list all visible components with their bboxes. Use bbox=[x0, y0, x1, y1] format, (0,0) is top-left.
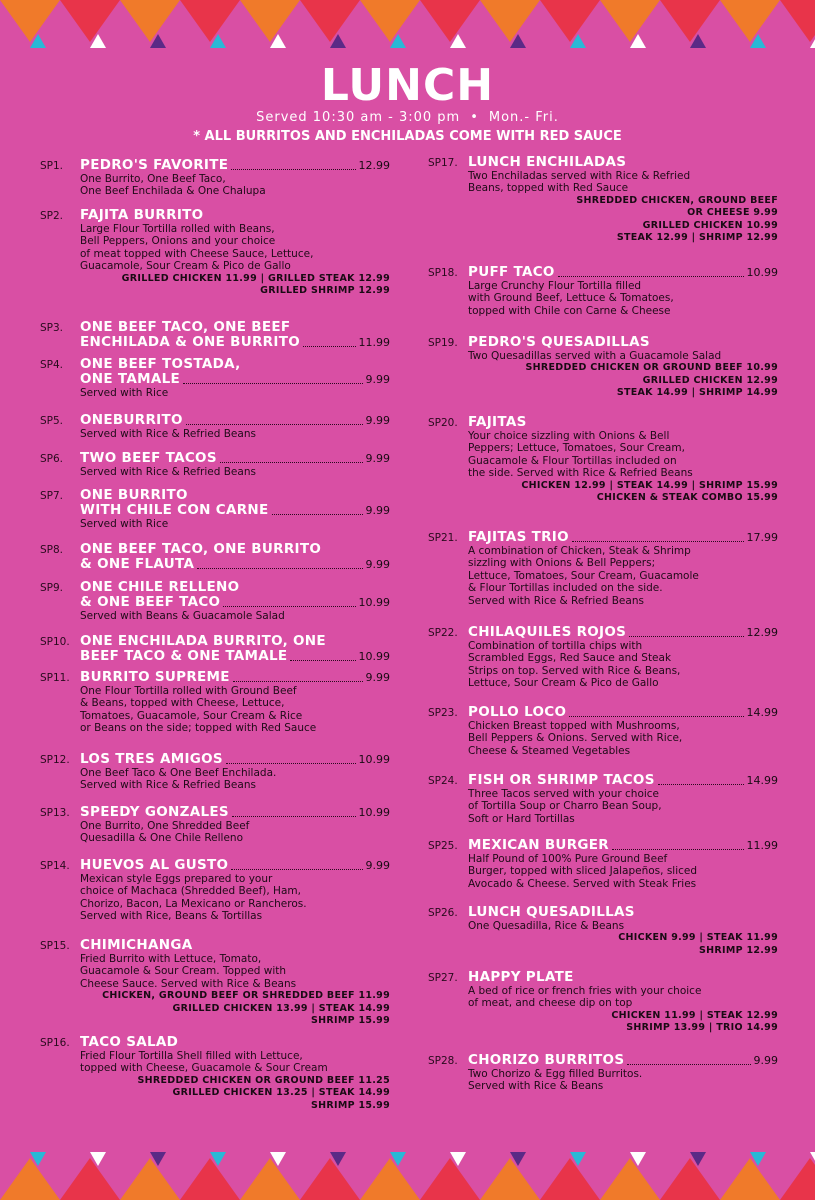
menu-item bbox=[40, 320, 390, 350]
item-price-option: SHRIMP 12.99 bbox=[698, 944, 778, 956]
item-description-line: Three Tacos served with your choice bbox=[468, 788, 660, 800]
menu-item bbox=[428, 1053, 778, 1093]
dotted-leader bbox=[612, 849, 744, 850]
item-code: SP24. bbox=[428, 775, 458, 787]
item-description-line: Combination of tortilla chips with bbox=[468, 640, 643, 652]
border-triangle bbox=[420, 0, 480, 42]
item-code: SP26. bbox=[428, 907, 458, 919]
item-price: 10.99 bbox=[358, 650, 390, 663]
item-code: SP2. bbox=[40, 210, 64, 222]
item-price-option: CHICKEN 12.99 | STEAK 14.99 | SHRIMP 15.99 bbox=[521, 479, 778, 491]
dotted-leader bbox=[303, 346, 356, 347]
border-triangle bbox=[180, 1158, 240, 1200]
item-price: 10.99 bbox=[358, 806, 390, 819]
item-code: SP17. bbox=[428, 157, 458, 169]
border-triangle bbox=[0, 0, 60, 42]
border-triangle bbox=[300, 0, 360, 42]
border-triangle bbox=[660, 0, 720, 42]
item-code: SP25. bbox=[428, 840, 458, 852]
item-description-line: Fried Burrito with Lettuce, Tomato, bbox=[80, 953, 262, 965]
item-price: 9.99 bbox=[365, 504, 390, 517]
item-description-line: Guacamole & Flour Tortillas included on bbox=[468, 454, 677, 467]
item-price-option: SHRIMP 15.99 bbox=[310, 1099, 390, 1111]
item-description-line: of meat topped with Cheese Sauce, Lettuce, bbox=[80, 247, 314, 260]
item-name: ONEBURRITO bbox=[80, 412, 183, 428]
item-price: 10.99 bbox=[358, 753, 390, 766]
item-description-line: One Burrito, One Beef Taco, bbox=[80, 173, 226, 185]
dotted-leader bbox=[226, 763, 356, 764]
dotted-leader bbox=[629, 636, 743, 637]
item-code: SP8. bbox=[40, 544, 64, 556]
item-price-option: GRILLED CHICKEN 13.99 | STEAK 14.99 bbox=[172, 1002, 390, 1014]
dotted-leader bbox=[569, 716, 743, 717]
border-triangle bbox=[180, 0, 240, 42]
dotted-leader bbox=[183, 383, 362, 384]
item-price: 9.99 bbox=[365, 859, 390, 872]
item-description-line: Two Enchiladas served with Rice & Refried bbox=[468, 170, 691, 182]
item-description-line: topped with Chile con Carne & Cheese bbox=[468, 304, 671, 317]
item-name: PEDRO'S FAVORITE bbox=[80, 157, 229, 173]
item-price: 14.99 bbox=[746, 706, 778, 719]
item-description-line: Scrambled Eggs, Red Sauce and Steak bbox=[468, 652, 672, 665]
dotted-leader bbox=[232, 816, 356, 817]
item-price: 9.99 bbox=[365, 671, 390, 684]
item-name-line2: BEEF TACO & ONE TAMALE bbox=[80, 648, 288, 664]
item-code: SP7. bbox=[40, 490, 64, 502]
item-code: SP16. bbox=[40, 1037, 70, 1049]
menu-item bbox=[40, 634, 390, 664]
item-description-line: Peppers; Lettuce, Tomatoes, Sour Cream, bbox=[468, 442, 685, 455]
item-code: SP4. bbox=[40, 359, 64, 371]
border-triangle bbox=[0, 1158, 60, 1200]
item-description-line: Served with Rice bbox=[80, 518, 169, 530]
item-price-option: GRILLED CHICKEN 13.25 | STEAK 14.99 bbox=[172, 1087, 390, 1099]
border-triangle bbox=[720, 0, 780, 42]
menu-item bbox=[428, 415, 778, 504]
border-triangle bbox=[240, 1158, 300, 1200]
item-name: LOS TRES AMIGOS bbox=[80, 751, 223, 767]
menu-item bbox=[428, 970, 778, 1035]
item-name-line2: ENCHILADA & ONE BURRITO bbox=[80, 334, 300, 350]
item-description-line: Chorizo, Bacon, La Mexicano or Rancheros. bbox=[80, 897, 307, 910]
dotted-leader bbox=[233, 681, 363, 682]
menu-item bbox=[40, 580, 390, 622]
item-description-line: or Beans on the side; topped with Red Sauce bbox=[80, 722, 317, 735]
item-description-line: Guacamole, Sour Cream & Pico de Gallo bbox=[80, 260, 291, 273]
item-description-line: Bell Peppers, Onions and your choice bbox=[80, 235, 276, 248]
menu-item bbox=[40, 208, 390, 297]
item-name: ONE BEEF TACO, ONE BEEF bbox=[80, 319, 291, 335]
item-description-line: Served with Rice, Beans & Tortillas bbox=[80, 910, 263, 923]
menu-item bbox=[428, 773, 778, 825]
item-price-option: SHREDDED CHICKEN OR GROUND BEEF 10.99 bbox=[525, 362, 778, 374]
border-triangle bbox=[660, 1158, 720, 1200]
menu-item bbox=[40, 413, 390, 440]
border-triangle bbox=[60, 0, 120, 42]
item-code: SP15. bbox=[40, 940, 70, 952]
dotted-leader bbox=[223, 606, 355, 607]
item-code: SP23. bbox=[428, 707, 458, 719]
item-name-line2: & ONE FLAUTA bbox=[80, 556, 195, 572]
menu-item bbox=[428, 155, 778, 244]
page-title: LUNCH bbox=[320, 60, 495, 111]
item-name: ONE BURRITO bbox=[80, 487, 188, 503]
menu-item bbox=[40, 805, 390, 845]
item-description-line: Mexican style Eggs prepared to your bbox=[80, 873, 273, 885]
item-price: 14.99 bbox=[746, 774, 778, 787]
item-code: SP21. bbox=[428, 532, 458, 544]
item-description-line: with Ground Beef, Lettuce & Tomatoes, bbox=[468, 292, 674, 305]
item-name: CHILAQUILES ROJOS bbox=[468, 624, 627, 640]
item-name-line2: ONE TAMALE bbox=[80, 371, 181, 387]
border-triangle bbox=[360, 1158, 420, 1200]
border-triangle bbox=[780, 0, 815, 42]
border-triangle bbox=[120, 1158, 180, 1200]
item-description-line: & Flour Tortillas included on the side. bbox=[468, 582, 663, 595]
dotted-leader bbox=[220, 462, 363, 463]
border-triangle bbox=[300, 1158, 360, 1200]
item-description-line: Large Crunchy Flour Tortilla filled bbox=[468, 280, 642, 292]
item-description-line: the side. Served with Rice & Refried Beans bbox=[468, 467, 693, 480]
item-price-option: SHREDDED CHICKEN OR GROUND BEEF 11.25 bbox=[137, 1074, 390, 1086]
item-name: POLLO LOCO bbox=[468, 704, 567, 720]
item-price: 9.99 bbox=[365, 452, 390, 465]
item-description-line: of meat, and cheese dip on top bbox=[468, 997, 633, 1010]
item-name: SPEEDY GONZALES bbox=[80, 804, 229, 820]
item-name: LUNCH QUESADILLAS bbox=[468, 904, 635, 920]
item-code: SP9. bbox=[40, 582, 64, 594]
item-description-line: Avocado & Cheese. Served with Steak Fries bbox=[468, 877, 697, 890]
item-description-line: Tomatoes, Guacamole, Sour Cream & Rice bbox=[80, 709, 303, 722]
item-name: PUFF TACO bbox=[468, 264, 555, 280]
item-name: HUEVOS AL GUSTO bbox=[80, 857, 229, 873]
item-price-option: CHICKEN 9.99 | STEAK 11.99 bbox=[618, 932, 778, 944]
menu-item bbox=[40, 357, 390, 399]
dotted-leader bbox=[272, 514, 363, 515]
item-price: 11.99 bbox=[358, 336, 390, 349]
item-price-option: CHICKEN & STEAK COMBO 15.99 bbox=[596, 492, 778, 504]
dotted-leader bbox=[558, 276, 744, 277]
border-triangle bbox=[600, 0, 660, 42]
item-code: SP12. bbox=[40, 754, 70, 766]
menu-item bbox=[428, 265, 778, 317]
menu-item bbox=[428, 905, 778, 957]
menu-item bbox=[40, 1035, 390, 1112]
served-days: Mon.- Fri. bbox=[488, 110, 559, 125]
top-decorative-border bbox=[0, 0, 815, 60]
menu-item bbox=[428, 705, 778, 757]
border-triangle bbox=[780, 1158, 815, 1200]
served-hours bbox=[0, 110, 815, 126]
item-name: HAPPY PLATE bbox=[468, 969, 574, 985]
item-price-option: SHRIMP 15.99 bbox=[310, 1015, 390, 1027]
item-description-line: Fried Flour Tortilla Shell filled with Lettuce, bbox=[80, 1050, 303, 1062]
item-description-line: Beans, topped with Red Sauce bbox=[468, 182, 629, 195]
item-code: SP27. bbox=[428, 972, 458, 984]
item-description-line: Your choice sizzling with Onions & Bell bbox=[468, 430, 670, 442]
item-name: CHORIZO BURRITOS bbox=[468, 1052, 625, 1068]
item-description-line: A combination of Chicken, Steak & Shrimp bbox=[468, 545, 691, 557]
item-description-line: One Quesadilla, Rice & Beans bbox=[468, 920, 625, 932]
separator-dot: • bbox=[470, 110, 479, 125]
item-name-line2: WITH CHILE CON CARNE bbox=[80, 502, 269, 518]
item-description-line: A bed of rice or french fries with your choice bbox=[468, 985, 702, 997]
item-name: BURRITO SUPREME bbox=[80, 669, 230, 685]
item-description-line: of Tortilla Soup or Charro Bean Soup, bbox=[468, 800, 662, 813]
item-price-option: GRILLED SHRIMP 12.99 bbox=[260, 285, 390, 297]
menu-item bbox=[40, 858, 390, 923]
item-description-line: Served with Rice & Refried Beans bbox=[468, 594, 644, 607]
item-price-option: OR CHEESE 9.99 bbox=[687, 207, 778, 219]
item-name: FAJITAS bbox=[468, 414, 527, 430]
item-description-line: topped with Cheese, Guacamole & Sour Cream bbox=[80, 1062, 328, 1075]
item-name: TACO SALAD bbox=[80, 1034, 179, 1050]
item-price: 12.99 bbox=[746, 626, 778, 639]
item-name: CHIMICHANGA bbox=[80, 937, 193, 953]
item-description-line: One Flour Tortilla rolled with Ground Beef bbox=[80, 685, 297, 697]
item-description-line: Served with Rice & Refried Beans bbox=[80, 466, 256, 478]
item-price-option: STEAK 12.99 | SHRIMP 12.99 bbox=[616, 232, 778, 244]
item-description-line: Burger, topped with sliced Jalapeños, sliced bbox=[468, 865, 698, 878]
item-name: FISH OR SHRIMP TACOS bbox=[468, 772, 655, 788]
item-name: MEXICAN BURGER bbox=[468, 837, 609, 853]
item-price-option: CHICKEN 11.99 | STEAK 12.99 bbox=[611, 1009, 778, 1021]
item-name: ONE BEEF TOSTADA, bbox=[80, 356, 241, 372]
item-description-line: Strips on top. Served with Rice & Beans, bbox=[468, 664, 681, 677]
item-description-line: Guacamole & Sour Cream. Topped with bbox=[80, 965, 287, 978]
menu-item bbox=[428, 530, 778, 607]
border-triangle bbox=[240, 0, 300, 42]
item-name: ONE CHILE RELLENO bbox=[80, 579, 240, 595]
menu-item bbox=[40, 670, 390, 735]
item-description-line: One Beef Enchilada & One Chalupa bbox=[80, 185, 266, 198]
item-name: TWO BEEF TACOS bbox=[80, 450, 217, 466]
item-code: SP3. bbox=[40, 322, 64, 334]
item-code: SP14. bbox=[40, 860, 70, 872]
item-name: PEDRO'S QUESADILLAS bbox=[468, 334, 650, 350]
menu-item bbox=[40, 938, 390, 1027]
border-triangle bbox=[480, 1158, 540, 1200]
border-triangle bbox=[540, 1158, 600, 1200]
menu-item bbox=[428, 625, 778, 690]
menu-item bbox=[40, 488, 390, 530]
item-price: 10.99 bbox=[358, 596, 390, 609]
item-code: SP18. bbox=[428, 267, 458, 279]
dotted-leader bbox=[197, 568, 362, 569]
menu-item bbox=[40, 542, 390, 572]
item-description-line: One Burrito, One Shredded Beef bbox=[80, 820, 250, 832]
border-triangle bbox=[420, 1158, 480, 1200]
served-time: Served 10:30 am - 3:00 pm bbox=[256, 110, 461, 125]
item-description-line: & Beans, topped with Cheese, Lettuce, bbox=[80, 697, 285, 710]
item-description-line: Two Chorizo & Egg filled Burritos. bbox=[468, 1068, 643, 1080]
item-code: SP6. bbox=[40, 453, 64, 465]
item-description-line: Large Flour Tortilla rolled with Beans, bbox=[80, 223, 275, 235]
dotted-leader bbox=[290, 660, 355, 661]
item-price-option: SHRIMP 13.99 | TRIO 14.99 bbox=[626, 1022, 778, 1034]
red-sauce-note: * ALL BURRITOS AND ENCHILADAS COME WITH RED SAUCE bbox=[193, 129, 622, 144]
item-description-line: Served with Rice & Beans bbox=[468, 1080, 604, 1093]
dotted-leader bbox=[627, 1064, 750, 1065]
item-price: 12.99 bbox=[358, 159, 390, 172]
dotted-leader bbox=[231, 169, 355, 170]
item-description-line: Lettuce, Sour Cream & Pico de Gallo bbox=[468, 677, 659, 690]
menu-item bbox=[40, 451, 390, 478]
item-code: SP20. bbox=[428, 417, 458, 429]
item-description-line: Cheese Sauce. Served with Rice & Beans bbox=[80, 977, 297, 990]
item-description-line: Half Pound of 100% Pure Ground Beef bbox=[468, 853, 668, 865]
item-code: SP11. bbox=[40, 672, 70, 684]
item-price-option: STEAK 14.99 | SHRIMP 14.99 bbox=[616, 387, 778, 399]
item-price-option: CHICKEN, GROUND BEEF OR SHREDDED BEEF 11.99 bbox=[102, 990, 390, 1002]
item-price-option: GRILLED CHICKEN 10.99 bbox=[642, 219, 778, 231]
item-description-line: One Beef Taco & One Beef Enchilada. bbox=[80, 767, 277, 779]
border-triangle bbox=[600, 1158, 660, 1200]
item-description-line: sizzling with Onions & Bell Peppers; bbox=[468, 557, 656, 570]
item-description-line: Quesadilla & One Chile Relleno bbox=[80, 832, 243, 845]
border-triangle bbox=[120, 0, 180, 42]
dotted-leader bbox=[186, 424, 363, 425]
item-price-option: GRILLED CHICKEN 12.99 bbox=[642, 374, 778, 386]
border-triangle bbox=[720, 1158, 780, 1200]
item-code: SP10. bbox=[40, 636, 70, 648]
item-price-option: SHREDDED CHICKEN, GROUND BEEF bbox=[576, 194, 778, 206]
item-price: 9.99 bbox=[365, 373, 390, 386]
dotted-leader bbox=[231, 869, 362, 870]
item-description-line: Cheese & Steamed Vegetables bbox=[468, 744, 631, 757]
item-name: FAJITAS TRIO bbox=[468, 529, 569, 545]
item-description-line: choice of Machaca (Shredded Beef), Ham, bbox=[80, 885, 301, 898]
item-name: ONE BEEF TACO, ONE BURRITO bbox=[80, 541, 322, 557]
border-triangle bbox=[480, 0, 540, 42]
item-description-line: Chicken Breast topped with Mushrooms, bbox=[468, 720, 680, 732]
menu-item bbox=[40, 158, 390, 198]
item-code: SP19. bbox=[428, 337, 458, 349]
item-description-line: Served with Beans & Guacamole Salad bbox=[80, 610, 285, 622]
bottom-decorative-border bbox=[0, 1140, 815, 1200]
item-description-line: Two Quesadillas served with a Guacamole Salad bbox=[468, 350, 722, 362]
item-description-line: Lettuce, Tomatoes, Sour Cream, Guacamole bbox=[468, 569, 699, 582]
menu-item bbox=[428, 335, 778, 400]
item-price: 9.99 bbox=[365, 414, 390, 427]
item-name-line2: & ONE BEEF TACO bbox=[80, 594, 221, 610]
item-code: SP22. bbox=[428, 627, 458, 639]
item-code: SP1. bbox=[40, 160, 64, 172]
menu-item bbox=[40, 752, 390, 792]
item-name: FAJITA BURRITO bbox=[80, 207, 204, 223]
dotted-leader bbox=[658, 784, 744, 785]
item-description-line: Served with Rice bbox=[80, 387, 169, 399]
border-triangle bbox=[540, 0, 600, 42]
item-code: SP5. bbox=[40, 415, 64, 427]
item-description-line: Soft or Hard Tortillas bbox=[468, 812, 575, 825]
item-code: SP13. bbox=[40, 807, 70, 819]
item-price: 17.99 bbox=[746, 531, 778, 544]
item-description-line: Served with Rice & Refried Beans bbox=[80, 428, 256, 440]
border-triangle bbox=[360, 0, 420, 42]
item-description-line: Served with Rice & Refried Beans bbox=[80, 779, 256, 792]
item-code: SP28. bbox=[428, 1055, 458, 1067]
item-price: 11.99 bbox=[746, 839, 778, 852]
item-price: 9.99 bbox=[753, 1054, 778, 1067]
item-price-option: GRILLED CHICKEN 11.99 | GRILLED STEAK 12.99 bbox=[121, 272, 390, 284]
item-name: ONE ENCHILADA BURRITO, ONE bbox=[80, 633, 326, 649]
item-price: 9.99 bbox=[365, 558, 390, 571]
item-price: 10.99 bbox=[746, 266, 778, 279]
border-triangle bbox=[60, 1158, 120, 1200]
menu-item bbox=[428, 838, 778, 890]
dotted-leader bbox=[572, 541, 744, 542]
item-name: LUNCH ENCHILADAS bbox=[468, 154, 627, 170]
item-description-line: Bell Peppers & Onions. Served with Rice, bbox=[468, 732, 683, 745]
